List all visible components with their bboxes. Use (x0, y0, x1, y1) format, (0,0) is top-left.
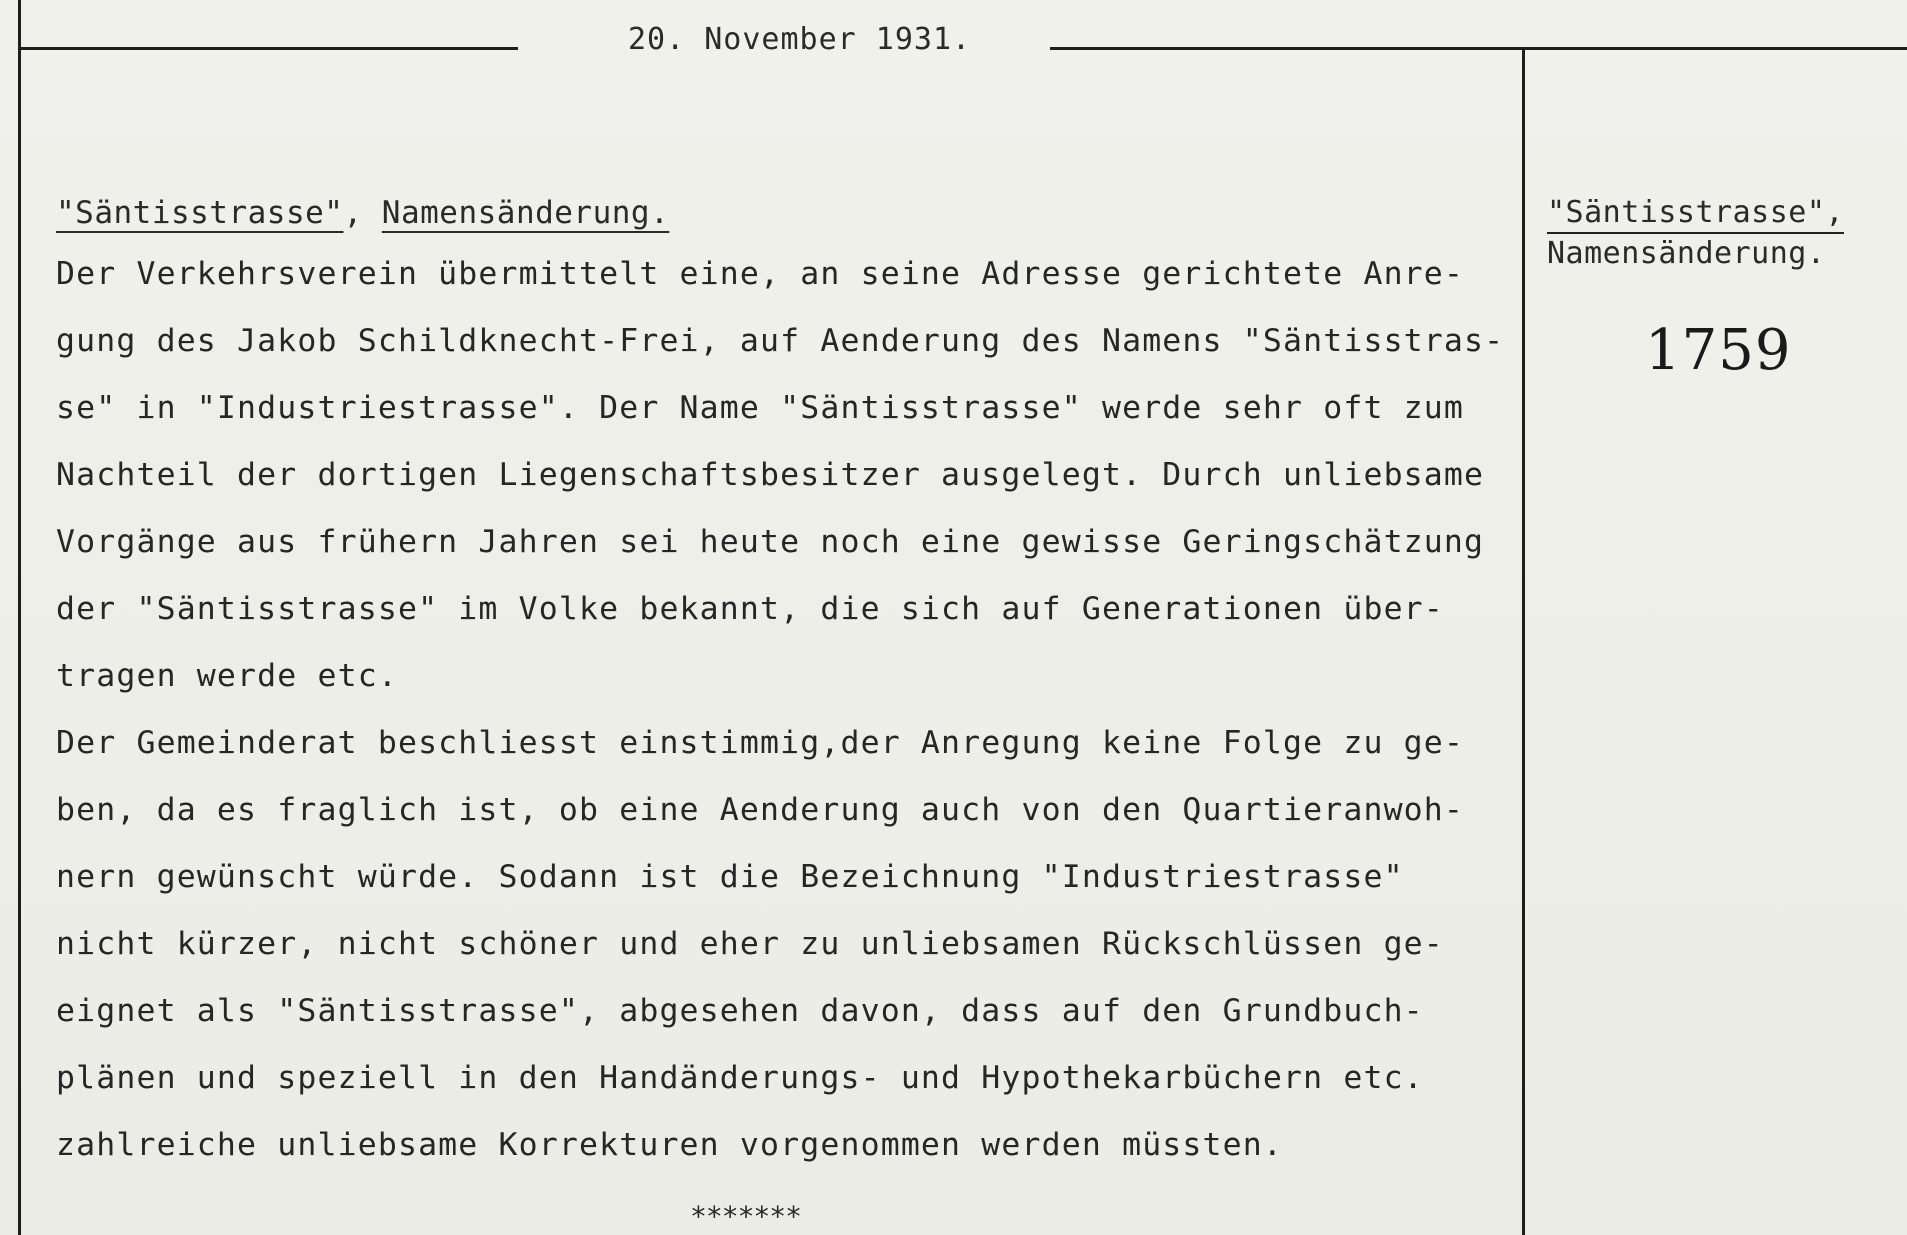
text-line: ben, da es fraglich ist, ob eine Aenderung auch von den Quartieranwoh- (56, 792, 1465, 828)
entry-number: 1759 (1645, 318, 1792, 383)
heading-subject: Namensänderung. (381, 195, 670, 231)
text-line: der "Säntisstrasse" im Volke bekannt, die sich auf Generationen über- (56, 591, 1444, 627)
top-rule-right (1050, 47, 1907, 50)
margin-subtitle: Namensänderung. (1547, 236, 1826, 271)
margin-note (1547, 195, 1887, 271)
entry-heading (56, 195, 1516, 241)
text-line: Der Gemeinderat beschliesst einstimmig,der Anregung keine Folge zu ge- (56, 725, 1465, 761)
text-line: nern gewünscht würde. Sodann ist die Bezeichnung "Industriestrasse" (56, 859, 1404, 895)
heading-street-name: "Säntisstrasse" (56, 195, 344, 231)
end-separator: ******* (690, 1200, 802, 1233)
text-line: Nachteil der dortigen Liegenschaftsbesitzer ausgelegt. Durch unliebsame (56, 457, 1485, 493)
top-rule-left (20, 47, 518, 50)
text-line: gung des Jakob Schildknecht-Frei, auf Aenderung des Namens "Säntisstras- (56, 323, 1505, 359)
text-line: zahlreiche unliebsame Korrekturen vorgenommen werden müssten. (56, 1127, 1283, 1163)
heading-separator: , (343, 195, 382, 231)
text-line: eignet als "Säntisstrasse", abgesehen davon, dass auf den Grundbuch- (56, 993, 1424, 1029)
text-line: tragen werde etc. (56, 658, 398, 694)
left-border-line (18, 0, 21, 1235)
text-line: Vorgänge aus frühern Jahren sei heute noch eine gewisse Geringschätzung (56, 524, 1485, 560)
text-line: nicht kürzer, nicht schöner und eher zu unliebsamen Rückschlüssen ge- (56, 926, 1444, 962)
margin-title: "Säntisstrasse", (1547, 195, 1844, 234)
text-line: Der Verkehrsverein übermittelt eine, an seine Adresse gerichtete Anre- (56, 256, 1465, 292)
text-line: plänen und speziell in den Handänderungs- und Hypothekarbüchern etc. (56, 1060, 1424, 1096)
margin-divider-line (1522, 50, 1525, 1235)
text-line: se" in "Industriestrasse". Der Name "Säntisstrasse" werde sehr oft zum (56, 390, 1465, 426)
entry-body (56, 195, 1516, 1179)
page-date: 20. November 1931. (628, 22, 972, 57)
